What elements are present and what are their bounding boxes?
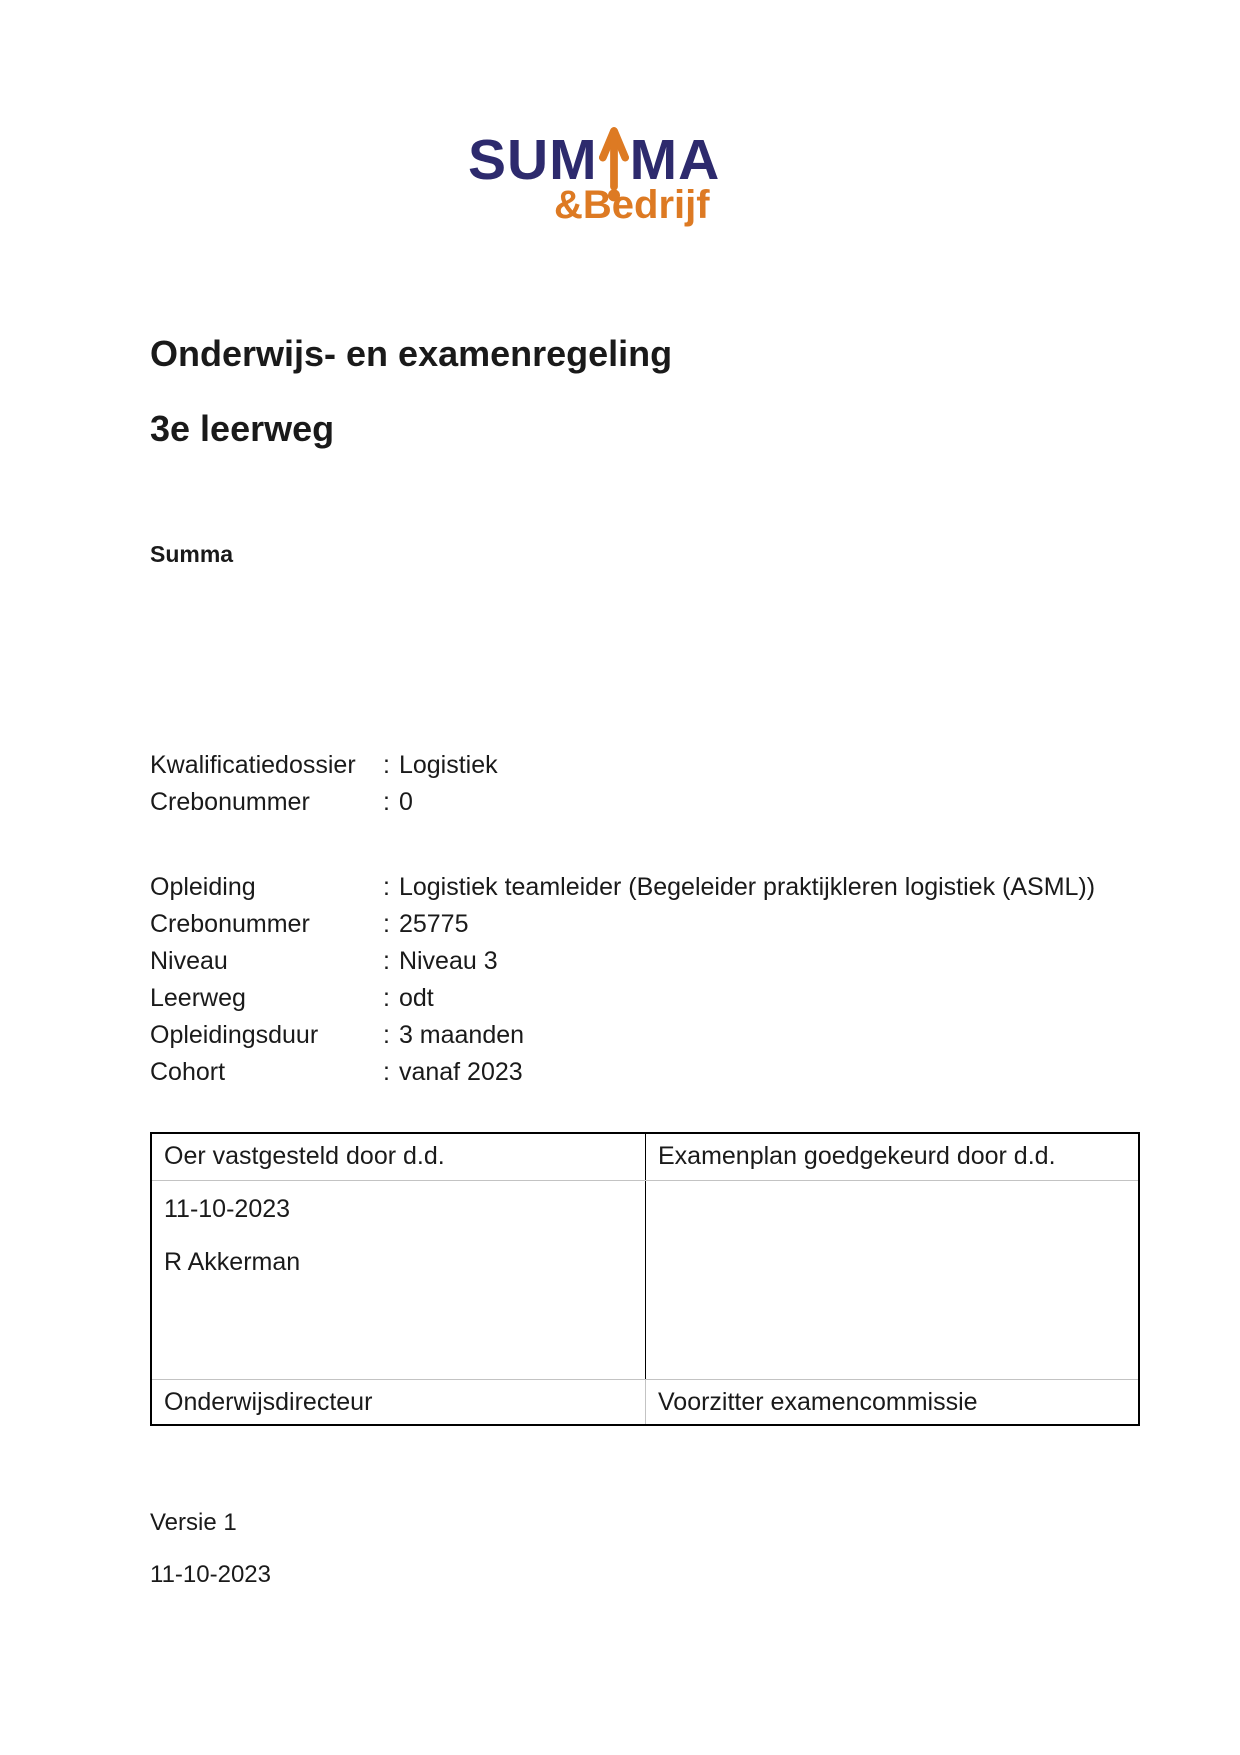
kv-row-crebonummer [150,906,1095,943]
table-header-oer: Oer vastgesteld door d.d. [152,1134,646,1180]
logo-text-ma: MA [629,127,721,192]
kv-label: Kwalificatiedossier [150,751,356,779]
kv-label: Opleiding [150,873,256,901]
kv-row-kwalificatiedossier [150,747,498,784]
table-cell-examenplan-details [646,1181,1138,1379]
approval-date: 11-10-2023 [164,1195,291,1223]
table-body-row [152,1181,1138,1380]
kv-label: Crebonummer [150,788,310,816]
kv-colon: : [383,947,390,975]
kv-colon: : [383,751,390,779]
approver-name: R Akkerman [164,1248,301,1276]
kv-label: Cohort [150,1058,226,1086]
kv-row-cohort [150,1054,1095,1091]
kv-row-crebonummer [150,784,498,821]
kv-value: 0 [398,788,413,816]
qualification-details [150,747,498,821]
kv-colon: : [383,1058,390,1086]
version-date: 11-10-2023 [150,1561,271,1588]
kv-value: Logistiek teamleider (Begeleider praktijkleren logistiek (ASML)) [398,873,1096,901]
kv-label: Leerweg [150,984,246,1012]
page-title: Onderwijs- en examenregeling [150,333,673,374]
organization-name: Summa [150,541,234,567]
kv-colon: : [383,788,390,816]
approval-table [150,1132,1140,1426]
kv-row-niveau [150,943,1095,980]
kv-row-opleiding [150,869,1095,906]
kv-colon: : [383,984,390,1012]
version-label: Versie 1 [150,1509,237,1536]
kv-value: Niveau 3 [398,947,498,975]
kv-row-leerweg [150,980,1095,1017]
table-header-row [152,1134,1138,1181]
kv-colon: : [383,1021,390,1049]
kv-colon: : [383,873,390,901]
logo-wordmark [468,118,721,192]
logo-text-sum: SUM [468,127,598,192]
opleiding-details [150,869,1095,1091]
table-footer-onderwijsdirecteur: Onderwijsdirecteur [152,1380,646,1424]
table-header-examenplan: Examenplan goedgekeurd door d.d. [658,1142,1056,1170]
kv-label: Opleidingsduur [150,1021,319,1049]
page-subtitle: 3e leerweg [150,408,335,449]
kv-row-opleidingsduur [150,1017,1095,1054]
table-footer-voorzitter: Voorzitter examencommissie [658,1388,978,1416]
kv-value: 3 maanden [398,1021,525,1049]
kv-label: Crebonummer [150,910,310,938]
kv-value: odt [398,984,434,1012]
kv-label: Niveau [150,947,228,975]
table-footer-row [152,1380,1138,1424]
kv-value: 25775 [398,910,469,938]
logo-subtext: &Bedrijf [554,183,710,227]
kv-value: vanaf 2023 [398,1058,523,1086]
table-cell-oer-details [152,1181,646,1379]
summa-bedrijf-logo [468,118,720,228]
kv-colon: : [383,910,390,938]
kv-value: Logistiek [398,751,498,779]
